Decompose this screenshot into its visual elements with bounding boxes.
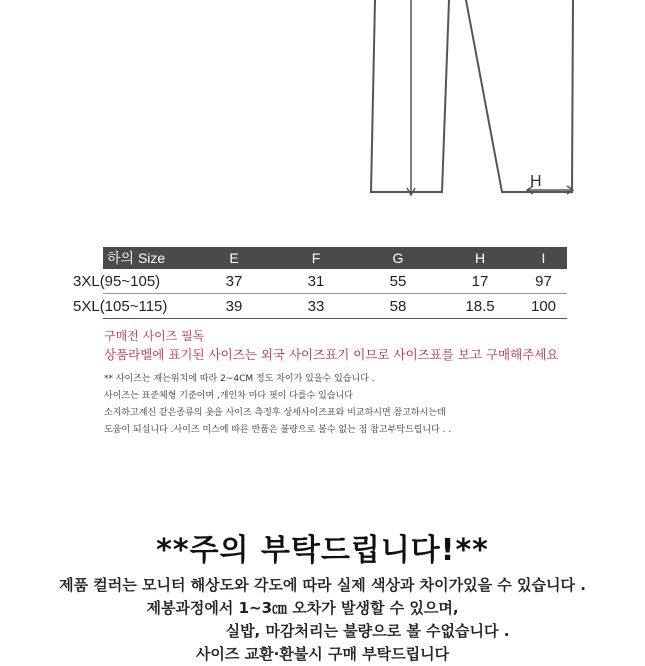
left-leg-outline (371, 0, 449, 192)
h-measure-label: H (530, 173, 542, 190)
caution-section (0, 528, 645, 666)
header-i: I (541, 250, 546, 266)
row-size: 3XL(95~105) (73, 272, 161, 290)
row-size: 5XL(105~115) (73, 297, 168, 315)
size-table (73, 247, 567, 319)
length-arrow (407, 0, 415, 195)
header-size: 하의 Size (107, 250, 166, 266)
cell-h: 18.5 (465, 297, 495, 315)
cell-f: 31 (307, 272, 325, 290)
caution-title: **주의 부탁드립니다!** (156, 533, 489, 568)
header-h: H (474, 250, 486, 266)
caution-line: 실밥, 마감처리는 불량으로 볼 수없습니다 . (225, 622, 510, 640)
notice-red-title: 구매전 사이즈 필독 (104, 329, 205, 343)
cell-h: 17 (471, 272, 489, 290)
notice-line: ** 사이즈는 재는위치에 따라 2~4CM 정도 차이가 있을수 있습니다 . (104, 374, 375, 384)
cell-g: 55 (389, 272, 407, 290)
cell-e: 37 (225, 272, 243, 290)
notice-line: 도움이 되십니다 .사이즈 미스에 따른 반품은 불량으로 볼수 없는 점 참고부탁드립니다 . . (104, 425, 452, 435)
cell-i: 100 (530, 297, 557, 315)
caution-line: 제품 컬러는 모니터 해상도와 각도에 따라 실제 색상과 차이가있을 수 있습니다 . (59, 576, 586, 594)
caution-line: 사이즈 교환·환불시 구매 부탁드립니다 (195, 645, 450, 663)
notice-red-line: 상품라벨에 표기된 사이즈는 외국 사이즈표기 이므로 사이즈표를 보고 구매해주세요 (104, 347, 559, 362)
right-leg-outline (466, 0, 573, 192)
cell-f: 33 (307, 297, 325, 315)
header-f: F (311, 250, 321, 266)
header-g: G (392, 250, 404, 266)
notice-line: 사이즈는 표준체형 기준이며 ,개인차 마다 핏이 다를수 있습니다 (104, 391, 353, 401)
pants-size-diagram (0, 0, 645, 215)
header-e: E (229, 250, 239, 266)
caution-line: 제봉과정에서 1~3㎝ 오차가 발생할 수 있으며, (146, 599, 459, 617)
table-header-row (103, 247, 567, 269)
table-row (73, 294, 567, 319)
notice-line: 소지하고계신 같은종류의 옷을 사이즈 측정후 상세사이즈표와 비교하시면 참고하시는데 (104, 408, 446, 418)
cell-e: 39 (225, 297, 243, 315)
cell-g: 58 (389, 297, 407, 315)
table-row (73, 269, 567, 294)
size-notice (104, 327, 584, 439)
cell-i: 97 (535, 272, 552, 290)
